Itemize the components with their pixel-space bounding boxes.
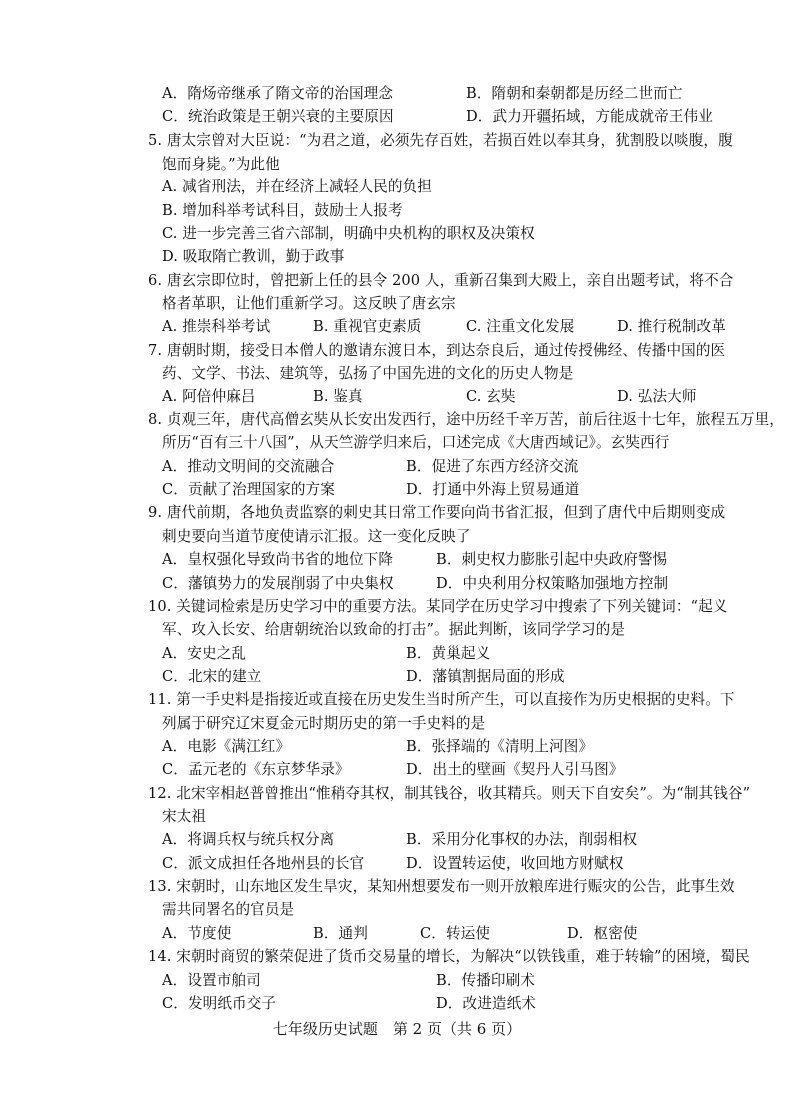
q7-option-d: D. 弘法大师 bbox=[617, 388, 697, 405]
q6-stem-line-1: 6. 唐玄宗即位时，曾把新上任的县令 200 人，重新召集到大殿上，亲自出题考试，将不合 bbox=[148, 272, 734, 289]
q13-option-d: D．枢密使 bbox=[567, 925, 638, 942]
q10-option-a: A．安史之乱 bbox=[162, 645, 247, 662]
q9-option-a: A．皇权强化导致尚书省的地位下降 bbox=[162, 551, 394, 568]
page-footer: 七年级历史试题 第 2 页（共 6 页） bbox=[272, 1020, 522, 1038]
q6-option-a: A. 推崇科举考试 bbox=[162, 318, 271, 335]
q10-option-b: B．黄巢起义 bbox=[406, 645, 491, 662]
q14-option-b: B．传播印刷术 bbox=[436, 972, 535, 989]
q14-stem-line-1: 14. 宋朝时商贸的繁荣促进了货币交易量的增长，为解决“以铁钱重，难于转输”的困境，蜀民 bbox=[148, 948, 750, 965]
q4-option-d: D．武力开疆拓域，方能成就帝王伟业 bbox=[466, 108, 713, 125]
q7-option-a: A. 阿倍仲麻吕 bbox=[162, 388, 256, 405]
q4-option-b: B．隋朝和秦朝都是历经二世而亡 bbox=[466, 85, 683, 102]
q9-option-c: C．藩镇势力的发展削弱了中央集权 bbox=[162, 575, 394, 592]
q10-stem-line-1: 10. 关键词检索是历史学习中的重要方法。某同学在历史学习中搜索了下列关键词：“起义 bbox=[148, 598, 728, 615]
q9-option-d: D．中央利用分权策略加强地方控制 bbox=[436, 575, 669, 592]
q11-option-a: A．电影《满江红》 bbox=[162, 738, 291, 755]
q6-stem-line-2: 格者革职，让他们重新学习。这反映了唐玄宗 bbox=[162, 295, 456, 312]
q9-option-b: B．刺史权力膨胀引起中央政府警惕 bbox=[436, 551, 668, 568]
q12-stem-line-2: 宋太祖 bbox=[162, 808, 207, 825]
q13-option-c: C．转运使 bbox=[420, 925, 491, 942]
q11-option-d: D．出土的壁画《契丹人引马图》 bbox=[406, 761, 624, 778]
q12-option-d: D．设置转运使，收回地方财赋权 bbox=[406, 855, 624, 872]
q6-option-b: B. 重视官吏素质 bbox=[313, 318, 422, 335]
q5-option-c: C. 进一步完善三省六部制，明确中央机构的职权及决策权 bbox=[162, 225, 535, 242]
q8-option-c: C．贡献了治理国家的方案 bbox=[162, 481, 335, 498]
q5-option-b: B. 增加科举考试科目，鼓励士人报考 bbox=[162, 202, 403, 219]
q12-option-a: A．将调兵权与统兵权分离 bbox=[162, 831, 335, 848]
q8-option-a: A．推动文明间的交流融合 bbox=[162, 458, 335, 475]
q13-stem-line-1: 13. 宋朝时，山东地区发生旱灾，某知州想要发布一则开放粮库进行赈灾的公告，此事生效 bbox=[148, 878, 735, 895]
q5-option-d: D. 吸取隋亡教训，勤于政事 bbox=[162, 248, 345, 265]
q7-stem-line-2: 药、文学、书法、建筑等，弘扬了中国先进的文化的历史人物是 bbox=[162, 365, 574, 382]
q14-option-c: C．发明纸币交子 bbox=[162, 995, 277, 1012]
q13-stem-line-2: 需共同署名的官员是 bbox=[162, 901, 295, 918]
q6-option-c: C. 注重文化发展 bbox=[466, 318, 575, 335]
q8-option-d: D．打通中外海上贸易通道 bbox=[406, 481, 580, 498]
q8-stem-line-1: 8. 贞观三年，唐代高僧玄奘从长安出发西行，途中历经千辛万苦，前后往返十七年，旅程五万里， bbox=[148, 411, 785, 428]
q6-option-d: D. 推行税制改革 bbox=[617, 318, 726, 335]
q9-stem-line-2: 刺史要向当道节度使请示汇报。这一变化反映了 bbox=[162, 528, 471, 545]
q10-stem-line-2: 军、攻入长安、给唐朝统治以致命的打击”。据此判断，该同学学习的是 bbox=[162, 621, 626, 638]
q14-option-a: A．设置市舶司 bbox=[162, 972, 261, 989]
q10-option-c: C．北宋的建立 bbox=[162, 668, 262, 685]
q9-stem-line-1: 9. 唐代前期，各地负责监察的刺史其日常工作要向尚书省汇报，但到了唐代中后期则变成 bbox=[148, 504, 726, 521]
q13-option-b: B．通判 bbox=[313, 925, 368, 942]
q5-stem-line-1: 5. 唐太宗曾对大臣说：“为君之道，必须先存百姓，若损百姓以奉其身，犹割股以啖腹，腹 bbox=[148, 132, 733, 149]
q8-option-b: B．促进了东西方经济交流 bbox=[406, 458, 579, 475]
q8-stem-line-2: 所历“百有三十八国”，从天竺游学归来后，口述完成《大唐西域记》。玄奘西行 bbox=[162, 434, 670, 451]
q4-option-a: A．隋炀帝继承了隋文帝的治国理念 bbox=[162, 85, 394, 102]
q7-stem-line-1: 7. 唐朝时期，接受日本僧人的邀请东渡日本，到达奈良后，通过传授佛经、传播中国的医 bbox=[148, 342, 726, 359]
q11-option-c: C．孟元老的《东京梦华录》 bbox=[162, 761, 350, 778]
q4-option-c: C．统治政策是王朝兴衰的主要原因 bbox=[162, 108, 394, 125]
q5-option-a: A. 减省刑法，并在经济上减轻人民的负担 bbox=[162, 178, 432, 195]
q11-stem-line-2: 列属于研究辽宋夏金元时期历史的第一手史料的是 bbox=[162, 715, 486, 732]
q11-option-b: B．张择端的《清明上河图》 bbox=[406, 738, 594, 755]
q7-option-c: C. 玄奘 bbox=[466, 388, 516, 405]
q12-option-b: B．采用分化事权的办法，削弱相权 bbox=[406, 831, 638, 848]
q11-stem-line-1: 11. 第一手史料是指接近或直接在历史发生当时所产生，可以直接作为历史根据的史料。下 bbox=[148, 691, 735, 708]
q13-option-a: A．节度使 bbox=[162, 925, 232, 942]
q14-option-d: D．改进造纸术 bbox=[436, 995, 536, 1012]
q12-stem-line-1: 12. 北宋宰相赵普曾推出“惟稍夺其权，制其钱谷，收其精兵。则天下自安矣”。为“制其钱谷” bbox=[148, 785, 751, 802]
q5-stem-line-2: 饱而身毙。”为此他 bbox=[162, 156, 280, 173]
q12-option-c: C．派文成担任各地州县的长官 bbox=[162, 855, 365, 872]
q10-option-d: D．藩镇割据局面的形成 bbox=[406, 668, 565, 685]
q7-option-b: B. 鉴真 bbox=[313, 388, 363, 405]
